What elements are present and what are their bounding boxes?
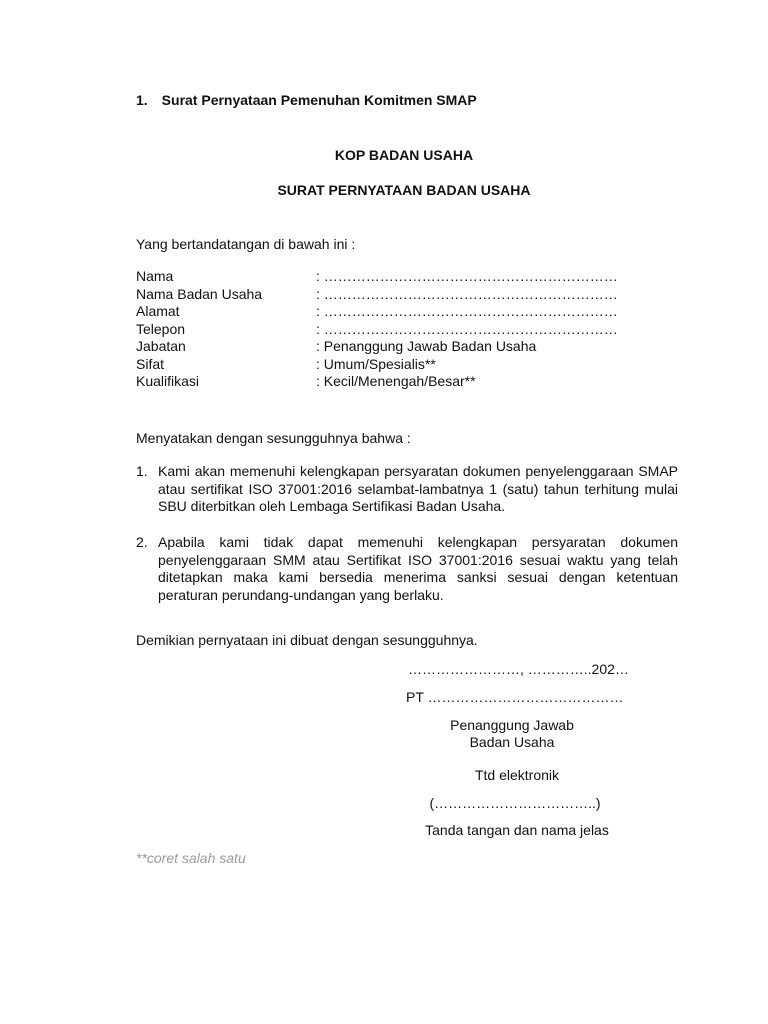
point-line: atau sertifikat ISO 37001:2016 selambat-lambatnya 1 (satu) tahun terhitung mulai — [158, 480, 678, 497]
field-label: Alamat — [136, 303, 180, 319]
field-value: : Umum/Spesialis** — [316, 355, 436, 372]
point-number: 2. — [136, 534, 148, 550]
document-title: SURAT PERNYATAAN BADAN USAHA — [277, 182, 531, 198]
field-label: Nama — [136, 268, 174, 284]
point-text — [158, 534, 678, 604]
signatory-name-blank: (……………………………..) — [429, 795, 601, 811]
point-line: ditetapkan maka kami bersedia menerima sanksi sesuai dengan ketentuan — [158, 569, 678, 586]
point-line: Kami akan memenuhi kelengkapan persyaratan dokumen penyelenggaraan SMAP — [158, 463, 678, 479]
letterhead-placeholder: KOP BADAN USAHA — [334, 147, 474, 163]
field-label: Nama Badan Usaha — [136, 285, 263, 302]
place-date: ……………………, …………..202… — [408, 661, 629, 677]
signatory-name-caption: Tanda tangan dan nama jelas — [425, 822, 609, 838]
field-value: : ……………………………………………………… — [316, 268, 618, 284]
electronic-signature-note: Ttd elektronik — [474, 767, 560, 783]
field-value: : Penanggung Jawab Badan Usaha — [316, 338, 537, 354]
signatory-role: Penanggung Jawab — [450, 717, 574, 733]
field-value: : ……………………………………………………… — [316, 320, 618, 337]
point-text — [158, 463, 678, 516]
field-value: : ……………………………………………………… — [316, 303, 618, 319]
point-line: peraturan perundang-undangan yang berlaku. — [158, 586, 444, 603]
footnote: **coret salah satu — [136, 850, 246, 866]
intro-text: Yang bertandatangan di bawah ini : — [136, 236, 356, 252]
point-line: penyelenggaraan SMM atau Sertifikat ISO 37001:2016 sesuai waktu yang telah — [158, 551, 678, 568]
statement-intro: Menyatakan dengan sesungguhnya bahwa : — [136, 430, 411, 446]
field-label: Telepon — [136, 320, 186, 337]
field-value: : ……………………………………………………… — [316, 285, 618, 302]
point-line: SBU diterbitkan oleh Lembaga Sertifikasi Badan Usaha. — [158, 498, 506, 515]
point-number: 1. — [136, 463, 148, 479]
field-label: Kualifikasi — [136, 373, 200, 389]
point-line: Apabila kami tidak dapat memenuhi kelengkapan persyaratan dokumen — [158, 534, 678, 550]
field-label: Sifat — [136, 355, 165, 372]
field-value: : Kecil/Menengah/Besar** — [316, 373, 476, 389]
closing-text: Demikian pernyataan ini dibuat dengan sesungguhnya. — [136, 632, 478, 648]
section-heading: 1. Surat Pernyataan Pemenuhan Komitmen SMAP — [136, 92, 477, 108]
field-label: Jabatan — [136, 338, 186, 354]
company-name: PT …………………………………… — [406, 689, 624, 705]
signatory-role-company: Badan Usaha — [469, 734, 555, 750]
